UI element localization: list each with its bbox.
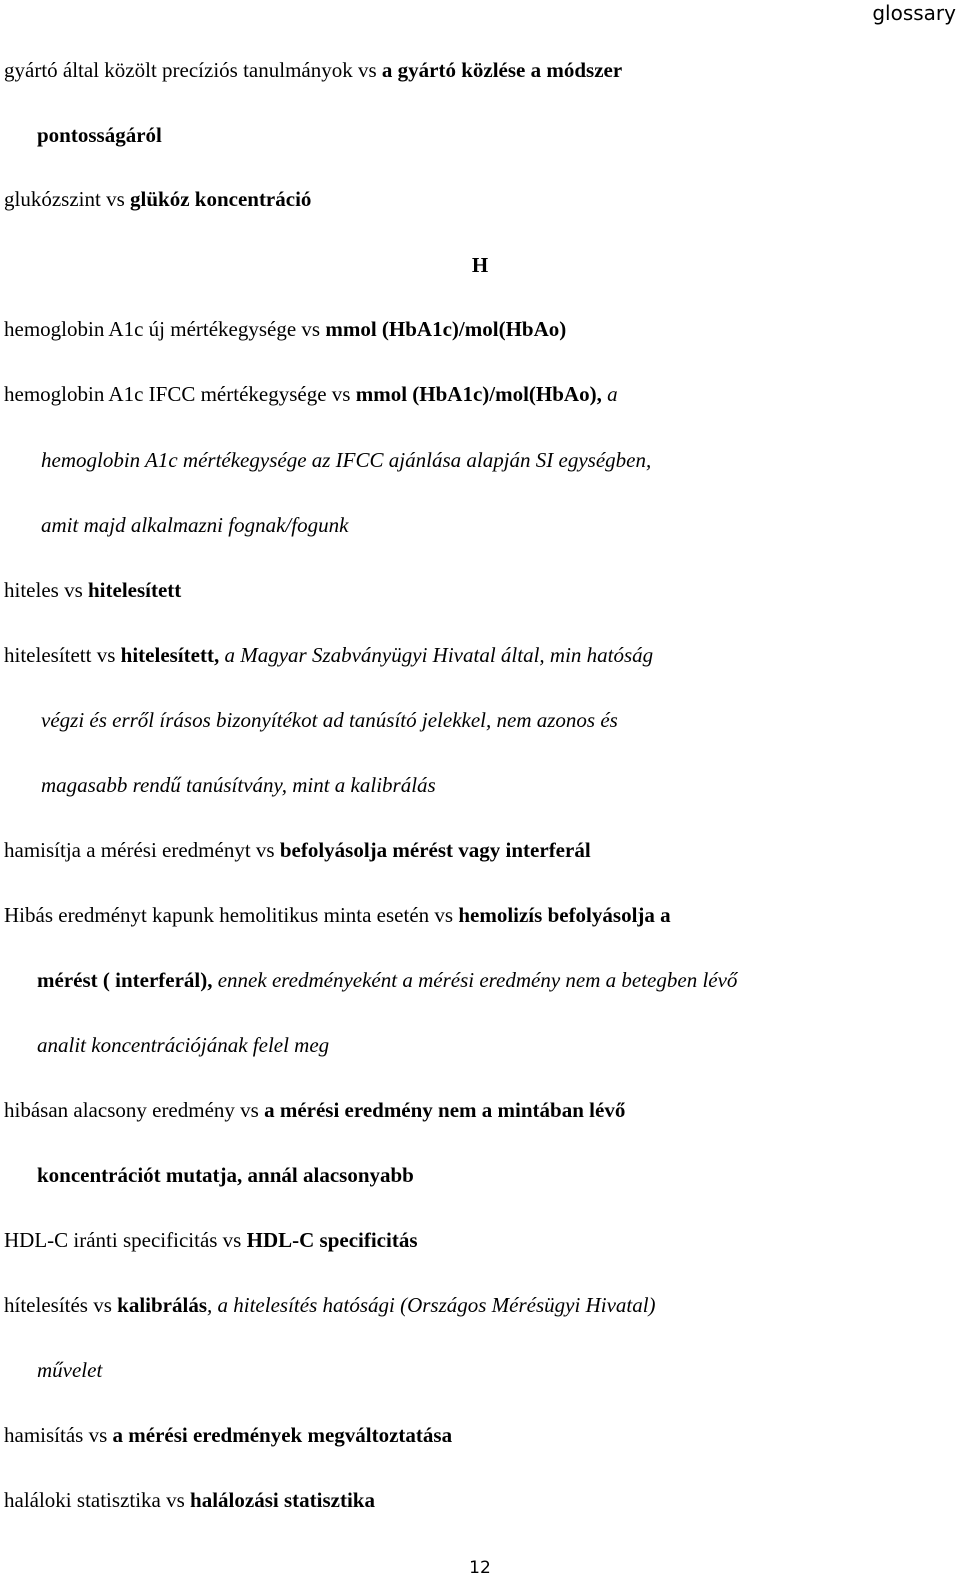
- glossary-entry-falsifies-result: [4, 837, 591, 863]
- glossary-entry-glucose: [4, 186, 311, 212]
- entry-preferred-term: hitelesített: [88, 578, 182, 602]
- entry-term: hiteles vs: [4, 578, 88, 602]
- entry-term: haláloki statisztika vs: [4, 1488, 191, 1512]
- entry-preferred-term: mmol (HbA1c)/mol(HbAo),: [355, 382, 602, 406]
- entry-note-continued: művelet: [37, 1358, 103, 1382]
- glossary-entry-mortality-statistics: [4, 1487, 375, 1513]
- glossary-entry-verification: [4, 1292, 656, 1318]
- entry-note: a Magyar Szabványügyi Hivatal által, min hatóság: [219, 643, 654, 667]
- entry-term: hítelesítés vs: [4, 1293, 118, 1317]
- entry-note-continued: hemoglobin A1c mértékegysége az IFCC ajánlása alapján SI egységben,: [41, 448, 652, 472]
- entry-note-continued: analit koncentrációjának felel meg: [37, 1033, 330, 1057]
- entry-note-continued: végzi és erről írásos bizonyítékot ad tanúsító jelekkel, nem azonos és: [41, 708, 618, 732]
- entry-term: hibásan alacsony eredmény vs: [4, 1098, 265, 1122]
- entry-term: hemoglobin A1c új mértékegysége vs: [4, 317, 326, 341]
- entry-term: gyártó által közölt precíziós tanulmányok vs: [4, 58, 382, 82]
- glossary-entry-falsely-low: [4, 1097, 625, 1123]
- entry-preferred-term-continued: mérést ( interferál),: [37, 968, 213, 992]
- entry-note-continued: amit majd alkalmazni fognak/fogunk: [41, 513, 349, 537]
- entry-term: hamisítás vs: [4, 1423, 113, 1447]
- entry-preferred-term: hitelesített,: [120, 643, 220, 667]
- running-header: glossary: [872, 1, 956, 25]
- entry-continued: [37, 967, 737, 993]
- glossary-entry-hdl-specificity: [4, 1227, 418, 1253]
- entry-preferred-term: halálozási statisztika: [190, 1488, 375, 1512]
- entry-note: , a hitelesítés hatósági (Országos Mérésügyi Hivatal): [207, 1293, 656, 1317]
- glossary-entry-certified: [4, 642, 653, 668]
- page-number: 12: [469, 1558, 491, 1578]
- entry-preferred-term-continued: koncentrációt mutatja, annál alacsonyabb: [37, 1163, 414, 1187]
- entry-note: a: [601, 382, 618, 406]
- entry-term: glukózszint vs: [4, 187, 130, 211]
- entry-preferred-term: a gyártó közlése a módszer: [381, 58, 623, 82]
- entry-term: hamisítja a mérési eredményt vs: [4, 838, 280, 862]
- glossary-entry-hemolysis: [4, 902, 671, 928]
- glossary-entry-falsification: [4, 1422, 452, 1448]
- entry-preferred-term: kalibrálás: [117, 1293, 208, 1317]
- entry-term: HDL-C iránti specificitás vs: [4, 1228, 247, 1252]
- entry-preferred-term: mmol (HbA1c)/mol(HbAo): [325, 317, 567, 341]
- entry-note: ennek eredményeként a mérési eredmény nem a betegben lévő: [212, 968, 738, 992]
- entry-term: hemoglobin A1c IFCC mértékegysége vs: [4, 382, 356, 406]
- glossary-entry-hba1c-new-unit: [4, 316, 566, 342]
- entry-preferred-term: HDL-C specificitás: [246, 1228, 418, 1252]
- section-letter-heading: H: [471, 253, 489, 277]
- entry-preferred-term-continued: pontosságáról: [37, 123, 162, 147]
- entry-term: hitelesített vs: [4, 643, 121, 667]
- glossary-entry-precision-studies: [4, 57, 622, 83]
- entry-preferred-term: befolyásolja mérést vagy interferál: [279, 838, 591, 862]
- entry-preferred-term: hemolizís befolyásolja a: [458, 903, 671, 927]
- entry-preferred-term: a mérési eredmények megváltoztatása: [112, 1423, 453, 1447]
- entry-note-continued: magasabb rendű tanúsítvány, mint a kalibrálás: [41, 773, 436, 797]
- entry-preferred-term: glükóz koncentráció: [130, 187, 312, 211]
- glossary-entry-hba1c-ifcc-unit: [4, 381, 618, 407]
- entry-term: Hibás eredményt kapunk hemolitikus minta esetén vs: [4, 903, 459, 927]
- glossary-entry-authentic: [4, 577, 181, 603]
- entry-preferred-term: a mérési eredmény nem a mintában lévő: [264, 1098, 626, 1122]
